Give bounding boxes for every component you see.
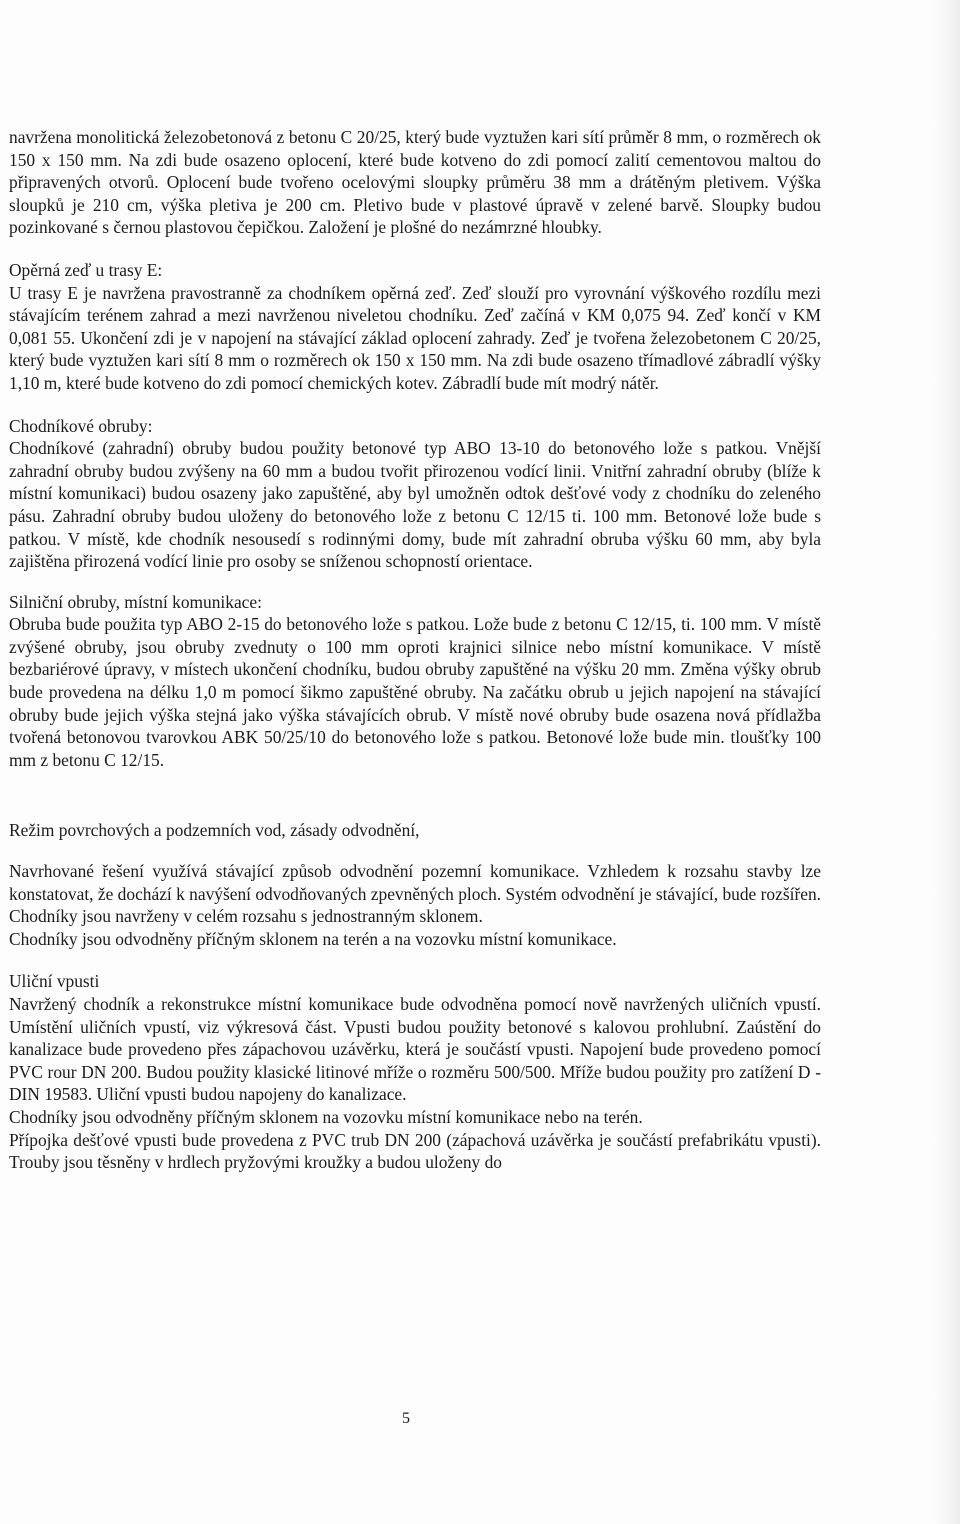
road-curbs-text: Obruba bude použita typ ABO 2-15 do betonového lože s patkou. Lože bude z betonu C 12/15, ti. 100 mm. V místě zvýšené obruby, jsou obruby zvednuty o 100 mm oproti krajnici silnice nebo místní komunikace. V místě bezbariérové úpravy, v místech ukončení chodníku, budou obruby zapuštěné na výšku 20 mm. Změna výšky obrub bude provedena na délku 1,0 m pomocí šikmo zapuštěné obruby. Na začátku obrub u jejich napojení na stávající obruby bude jejich výška stejná jako výška stávajících obrub. V místě nové obruby bude osazena nová přídlažba tvořená betonovou tvarovkou ABK 50/25/10 do betonového lože s patkou. Betonové lože bude min. tloušťky 100 mm z betonu C 12/15. xyxy=(9,614,821,770)
retaining-wall-heading: Opěrná zeď u trasy E: xyxy=(9,259,163,280)
drainage-text-2: Chodníky jsou odvodněny příčným sklonem na terén a na vozovku místní komunikace. xyxy=(9,928,617,949)
drainage-heading: Režim povrchových a podzemních vod, zásady odvodnění, xyxy=(9,820,420,841)
page-number: 5 xyxy=(402,1410,410,1427)
gullies-heading: Uliční vpusti xyxy=(9,971,100,992)
drainage-text-1: Navrhované řešení využívá stávající způsob odvodnění pozemní komunikace. Vzhledem k rozsahu stavby lze konstatovat, že dochází k navýšení odvodňovaných zpevněných ploch. Systém odvodnění je stávající, bude rozšířen. Chodníky jsou navrženy v celém rozsahu s jednostranným sklonem. xyxy=(9,861,821,927)
intro-paragraph: navržena monolitická železobetonová z betonu C 20/25, který bude vyztužen kari sítí průměr 8 mm, o rozměrech ok 150 x 150 mm. Na zdi bude osazeno oplocení, které bude kotveno do zdi pomocí zalití cementovou maltou do připravených otvorů. Oplocení bude tvořeno ocelovými sloupky průměru 38 mm a drátěným pletivem. Výška sloupků je 210 cm, výška pletiva je 200 cm. Pletivo bude v plastové úpravě v zelené barvě. Sloupky budou pozinkované s černou plastovou čepičkou. Založení je plošné do nezámrzné hloubky. xyxy=(9,127,821,238)
retaining-wall-text: U trasy E je navržena pravostranně za chodníkem opěrná zeď. Zeď slouží pro vyrovnání výškového rozdílu mezi stávajícím terénem zahrad a mezi navrženou niveletou chodníku. Zeď začíná v KM 0,075 94. Zeď končí v KM 0,081 55. Ukončení zdi je v napojení na stávající základ oplocení zahrady. Zeď je tvořena železobetonem C 20/25, který bude vyztužen kari sítí 8 mm o rozměrech ok 150 x 150 mm. Na zdi bude osazeno třímadlové zábradlí výšky 1,10 m, které bude kotveno do zdi pomocí chemických kotev. Zábradlí bude mít modrý nátěr. xyxy=(9,282,821,393)
document-body xyxy=(9,126,821,1174)
road-curbs-heading: Silniční obruby, místní komunikace: xyxy=(9,591,262,612)
gullies-text-1: Navržený chodník a rekonstrukce místní komunikace bude odvodněna pomocí nově navržených uličních vpustí. Umístění uličních vpustí, viz výkresová část. Vpusti budou použity betonové s kalovou prohlubní. Zaústění do kanalizace bude provedeno přes zápachovou uzávěrku, která je součástí vpusti. Napojení bude provedeno pomocí PVC rour DN 200. Budou použity klasické litinové mříže o rozměru 500/500. Mříže budou použity pro zatížení D - DIN 19583. Uliční vpusti budou napojeny do kanalizace. xyxy=(9,994,821,1105)
scan-edge-shadow xyxy=(934,0,960,1524)
gullies-text-3: Přípojka dešťové vpusti bude provedena z PVC trub DN 200 (zápachová uzávěrka je součástí prefabrikátu vpusti). Trouby jsou těsněny v hrdlech pryžovými kroužky a budou uloženy do xyxy=(9,1129,821,1173)
gullies-text-2: Chodníky jsou odvodněny příčným sklonem na vozovku místní komunikace nebo na terén. xyxy=(9,1106,643,1127)
sidewalk-curbs-text: Chodníkové (zahradní) obruby budou použity betonové typ ABO 13-10 do betonového lože s patkou. Vnější zahradní obruby budou zvýšeny na 60 mm a budou tvořit přirozenou vodící linii. Vnitřní zahradní obruby (blíže k místní komunikaci) budou osazeny jako zapuštěné, aby byl umožněn odtok dešťové vody z chodníku do zeleného pásu. Zahradní obruby budou uloženy do betonového lože z betonu C 12/15 ti. 100 mm. Betonové lože bude s patkou. V místě, kde chodník nesousedí s rodinnými domy, bude mít zahradní obruba výšku 60 mm, aby byla zajištěna přirozená vodící linie pro osoby se sníženou schopností orientace. xyxy=(9,438,821,572)
sidewalk-curbs-heading: Chodníkové obruby: xyxy=(9,415,153,436)
